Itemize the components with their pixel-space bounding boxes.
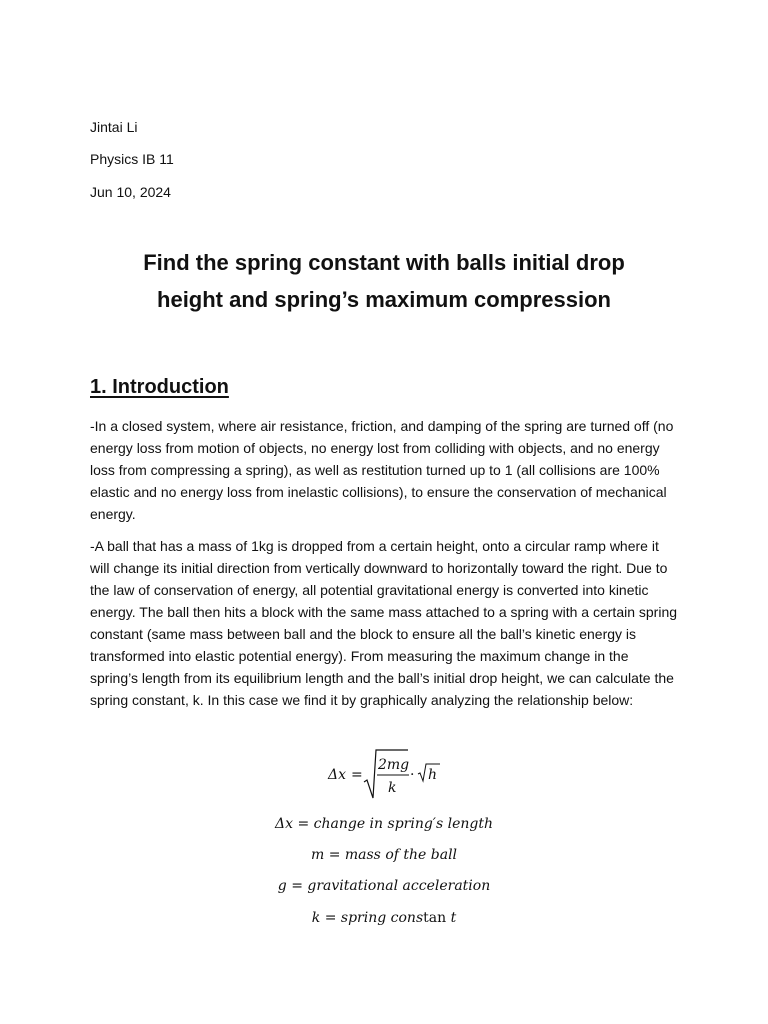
definition-delta-x: Δx = change in spring′s length (274, 816, 493, 832)
spring-equation (0, 748, 768, 800)
course-name: Physics IB 11 (90, 151, 174, 167)
document-date: Jun 10, 2024 (90, 184, 171, 200)
intro-paragraph-1: -In a closed system, where air resistance, friction, and damping of the spring are turned off (no energy loss from motion of objects, no energy lost from colliding with objects, and no energy loss from compressing a spring), as well as restitution turned up to 1 (all collisions are 100% elastic and no energy loss from inelastic collisions), to ensure the conservation of mechanical energy. (90, 418, 674, 522)
section-heading-introduction: 1. Introduction (90, 376, 229, 398)
intro-paragraph-2: -A ball that has a mass of 1kg is dropped from a certain height, onto a circular ramp where it will change its initial direction from vertically downward to horizontally toward the right. Due to the law of conservation of energy, all potential gravitational energy is converted into kinetic energy. The ball then hits a block with the same mass attached to a spring with a certain spring constant (same mass between ball and the block to ensure all the ball’s kinetic energy is transformed into elastic potential energy). From measuring the maximum change in the spring’s length from its equilibrium length and the ball’s initial drop height, we can calculate the spring constant, k. In this case we find it by graphically analyzing the relationship below: (90, 538, 678, 708)
definition-spring-constant: k = spring constan t (311, 910, 457, 926)
equation-radicand: h (428, 767, 438, 783)
equation-equals: = (351, 767, 363, 783)
title-line-2: height and spring’s maximum compression (157, 287, 611, 312)
definition-gravity: g = gravitational acceleration (277, 878, 491, 894)
equation-denominator: k (388, 780, 397, 796)
equation-lhs: Δx (328, 767, 347, 783)
title-line-1: Find the spring constant with balls initial drop (143, 250, 625, 275)
author-name: Jintai Li (90, 119, 138, 135)
equation-dot: · (410, 767, 415, 783)
document-title (84, 244, 684, 318)
definition-mass: m = mass of the ball (310, 847, 458, 863)
equation-numerator: 2mg (378, 757, 410, 773)
